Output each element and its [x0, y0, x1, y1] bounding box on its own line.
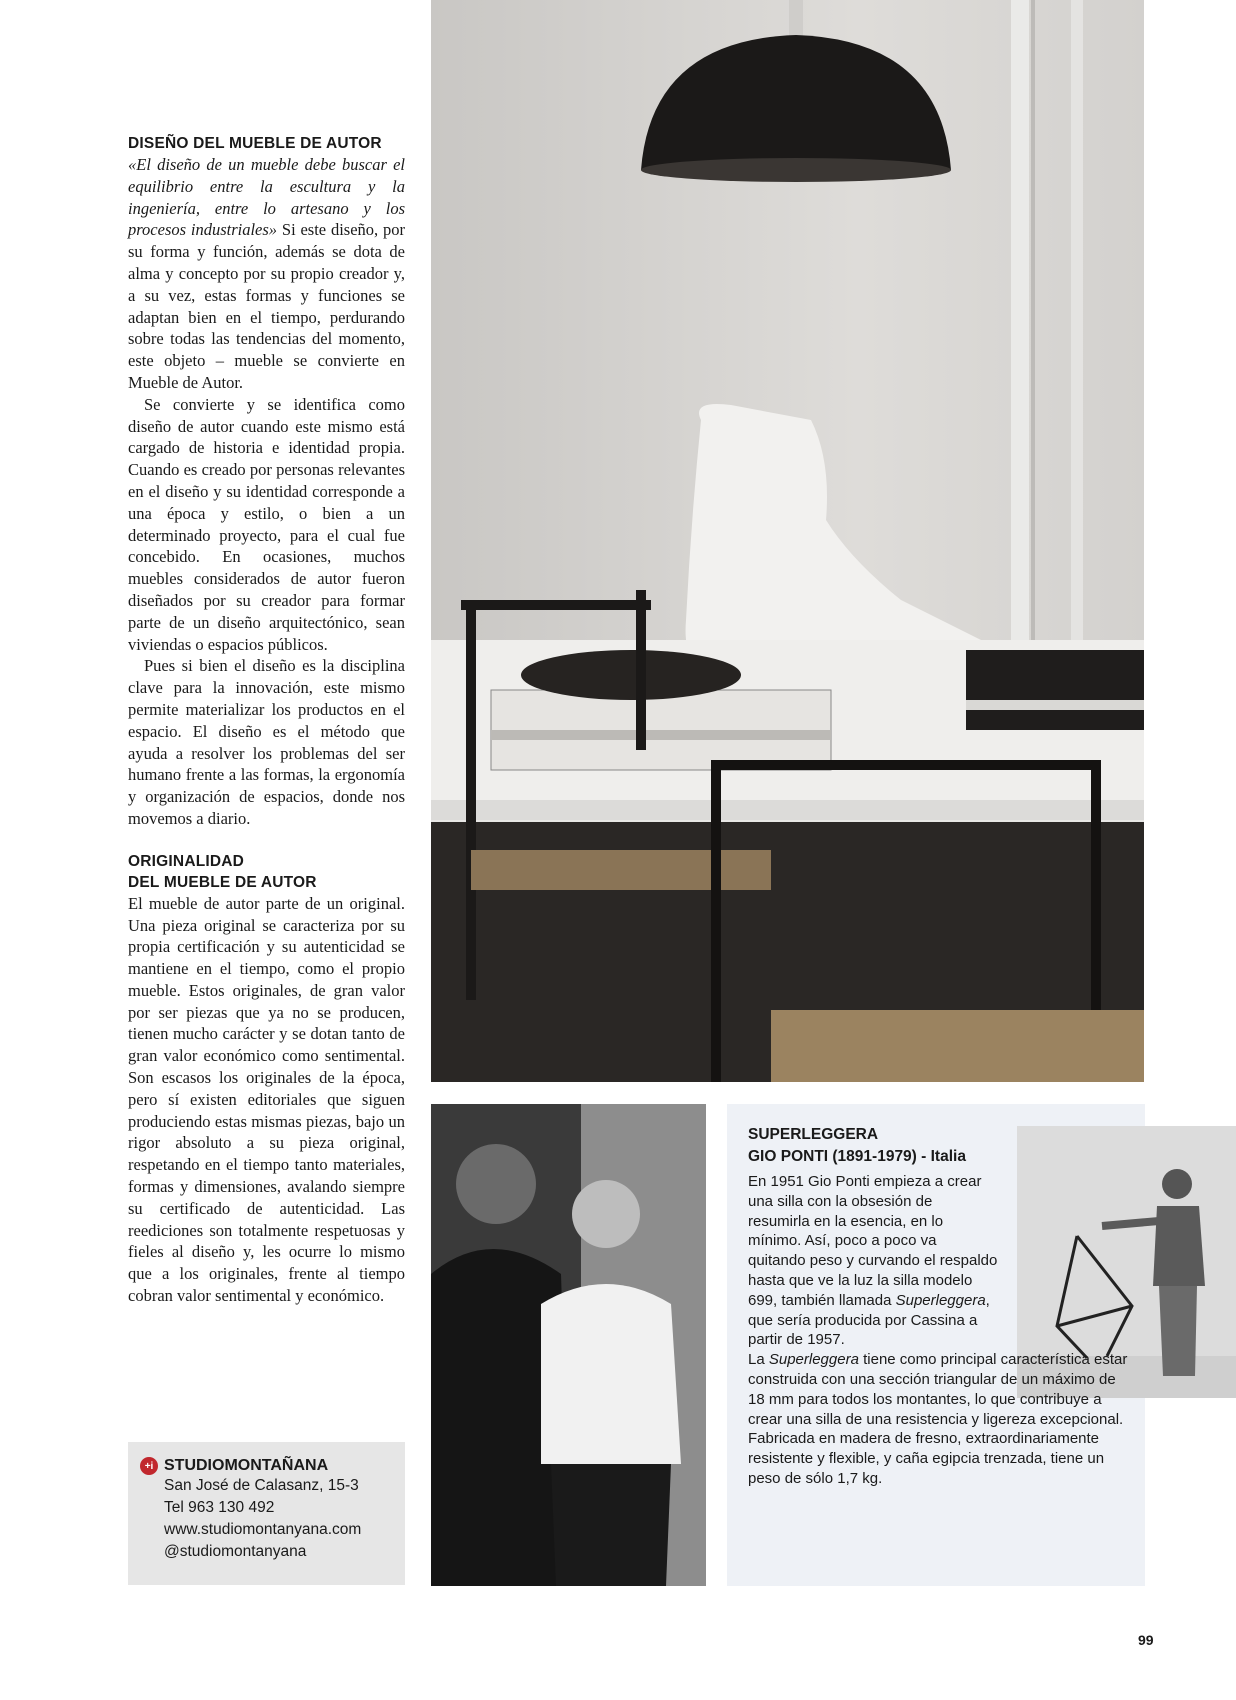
sidebar-title: SUPERLEGGERA GIO PONTI (1891-1979) - Italia	[748, 1126, 966, 1165]
info-icon: +i	[140, 1457, 158, 1475]
designers-illustration	[431, 1104, 706, 1586]
paragraph-diseno-1: «El diseño de un mueble debe buscar el equilibrio entre la escultura y la ingeniería, entre lo artesano y los procesos industriales» Si este diseño, por su forma y función, además se dota de alma y concepto por su propio creador y, a su vez, estas formas y funciones se adaptan bien en el tiempo, perdurando sobre todas las tendencias del momento, este objeto – mueble se convierte en Mueble de Autor.	[128, 155, 405, 392]
section-title-diseno: DISEÑO DEL MUEBLE DE AUTOR	[128, 135, 382, 152]
page-number: 99	[1138, 1632, 1154, 1648]
contact-social[interactable]: @studiomontanyana	[164, 1543, 307, 1560]
contact-website[interactable]: www.studiomontanyana.com	[164, 1521, 362, 1538]
paragraph-diseno-3: Pues si bien el diseño es la disciplina clave para la innovación, este mismo permite materializar los productos en el espacio. El diseño es el método que ayuda a resolver los problemas del ser humano frente a las formas, la ergonomía y organización de espacios, donde nos movemos a diario.	[128, 656, 405, 828]
paragraph-originalidad: El mueble de autor parte de un original. Una pieza original se caracteriza por su propia certificación y su autenticidad se mantiene en el tiempo, como el propio mueble. Estos originales, de gran valor por ser piezas que ya no se producen, tienen mucho carácter y se dotan tanto de gran valor económico como sentimental. Son escasos los originales de la época, pero sí existen editoriales que siguen produciendo estas mismas piezas, bajo un rigor absoluto a su pieza original, respetando en el tiempo tanto materiales, formas y dimensiones, avalando siempre su certificado de autenticidad. Las reediciones son totalmente respetuosas y fieles al diseño y, les ocurre lo mismo que a los originales, frente al tiempo cobran valor sentimental y económico.	[128, 893, 405, 1306]
paragraph-diseno-2: Se convierte y se identifica como diseño de autor cuando este mismo está cargado de historia e identidad propia. Cuando es creado por personas relevantes en el diseño y su identidad corresponde a una época y estilo, o bien a un determinado proyecto, para el cual fue concebido. En ocasiones, muchos muebles considerados de autor fueron diseñados por su creador para formar parte de un diseño arquitectónico, sean viviendas o espacios públicos.	[128, 394, 405, 654]
contact-phone: Tel 963 130 492	[164, 1499, 275, 1516]
sidebar-paragraph-1: En 1951 Gio Ponti empieza a crear una silla con la obsesión de resumirla en la esencia, en lo mínimo. Así, poco a poco va quitando peso y curvando el respaldo hasta que ve la luz la silla modelo 699, también llamada Superleggera, que sería producida por Cassina a partir de 1957.	[748, 1173, 998, 1349]
section-title-originalidad: ORIGINALIDAD DEL MUEBLE DE AUTOR	[128, 852, 317, 891]
contact-box	[128, 1442, 405, 1585]
left-column	[128, 133, 405, 1307]
contact-name: STUDIOMONTAÑANA	[164, 1457, 329, 1474]
sidebar-paragraph-2: La Superleggera tiene como principal característica estar construida con una sección triangular de un máximo de 18 mm para todos los montantes, lo que contribuye a crear una silla de una resistencia y ligereza excepcional. Fabricada en madera de fresno, extraordinariamente resistente y flexible, y caña egipcia trenzada, tiene un peso de sólo 1,7 kg.	[748, 1351, 1128, 1487]
interior-photo	[431, 0, 1144, 1082]
quote: «El diseño de un mueble debe buscar el equilibrio entre la escultura y la ingeniería, entre lo artesano y los procesos industriales»	[128, 155, 405, 240]
contact-address: San José de Calasanz, 15-3	[164, 1477, 359, 1494]
designers-portrait-photo	[431, 1104, 706, 1586]
sidebar-text	[748, 1172, 1128, 1489]
interior-illustration	[431, 0, 1144, 1082]
